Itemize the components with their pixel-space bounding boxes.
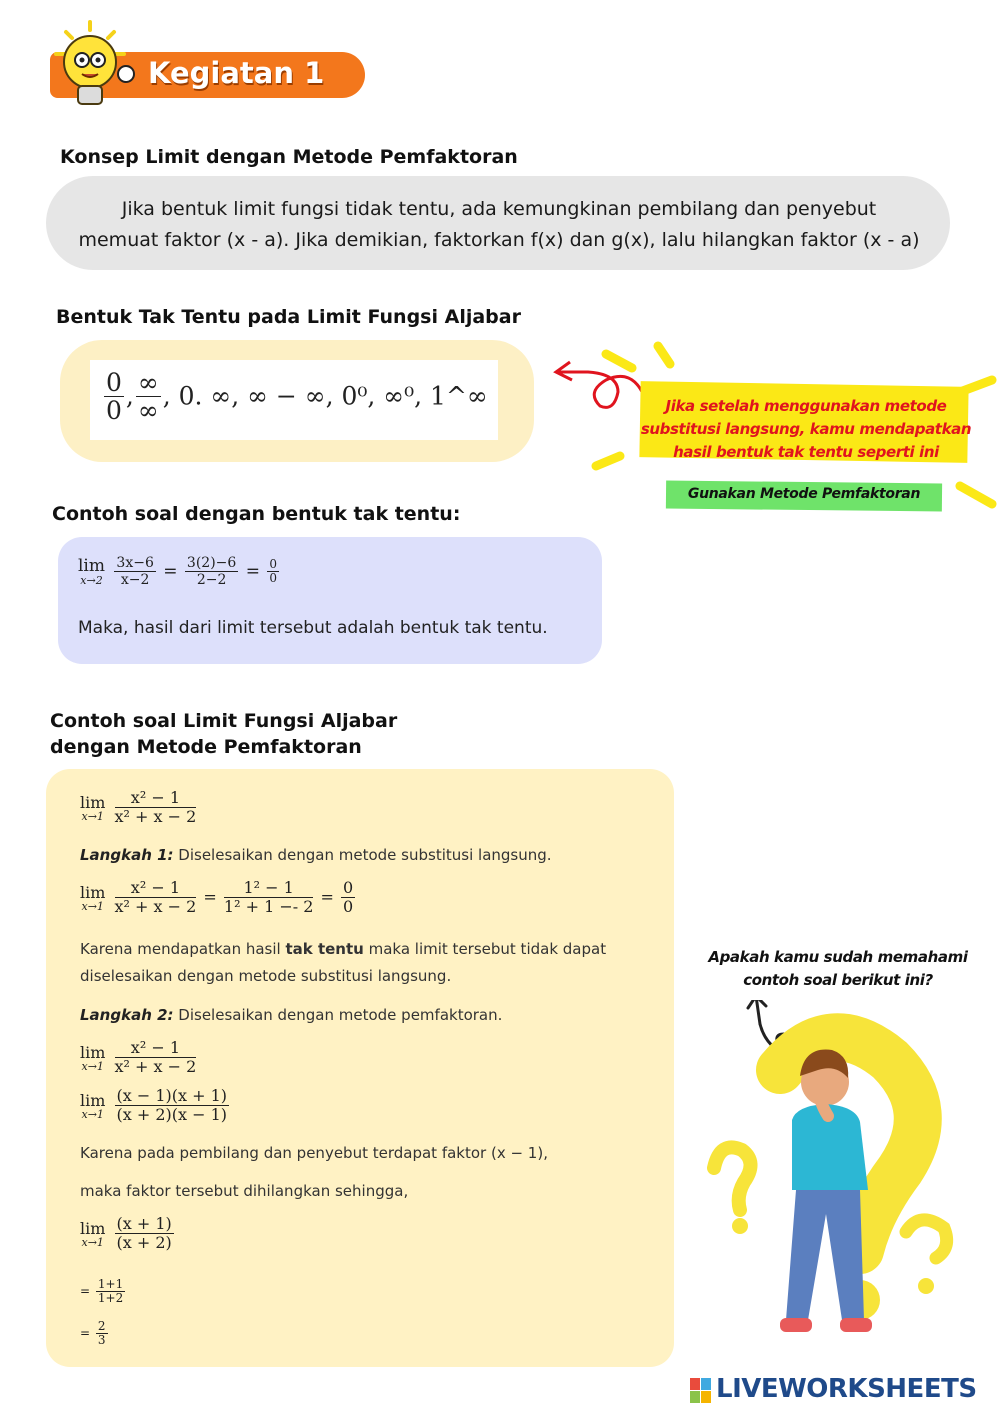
equals: = xyxy=(320,887,334,907)
step2-text: Diselesaikan dengan metode pemfaktoran. xyxy=(173,1006,503,1024)
method-tag: Gunakan Metode Pemfaktoran xyxy=(687,486,921,502)
step1-substitution xyxy=(80,880,357,916)
forms-rest: , 0. ∞, ∞ − ∞, 0⁰, ∞⁰, 1^∞ xyxy=(162,381,488,411)
fraction: $\frac{3x-6}{x-2}$ xyxy=(116,555,154,588)
callout-text xyxy=(638,395,974,464)
fraction: $\frac{\text{x² − 1}}{\text{x² + x − 2}}$ xyxy=(114,1038,197,1076)
limit-operator: lim x→1 xyxy=(80,1042,106,1073)
fraction: $\frac{3(2)-6}{2-2}$ xyxy=(186,555,237,588)
example2-heading-line-2: dengan Metode Pemfaktoran xyxy=(50,736,362,758)
example1-conclusion: Maka, hasil dari limit tersebut adalah bentuk tak tentu. xyxy=(78,618,548,638)
question-line-2: contoh soal berikut ini? xyxy=(743,971,933,989)
equals: = xyxy=(80,1284,91,1299)
limit-operator: lim x→1 xyxy=(80,1090,106,1121)
concept-line-2: memuat faktor (x - a). Jika demikian, faktorkan f(x) dan g(x), lalu hilangkan faktor (x - a) xyxy=(78,229,920,251)
limit-operator: lim x→2 xyxy=(78,555,105,587)
limit-operator: lim x→1 xyxy=(80,882,106,913)
fraction: $\frac{0}{0}$ xyxy=(269,557,278,585)
fraction: $\frac{0}{0}$ xyxy=(343,878,354,916)
question-line-1: Apakah kamu sudah memahami xyxy=(708,948,968,966)
fraction: $\frac{\text{1² − 1}}{\text{1² + 1 −- 2}}$ xyxy=(223,878,314,916)
step2-factored xyxy=(80,1088,231,1124)
concept-text xyxy=(60,194,938,256)
comprehension-question xyxy=(700,946,976,992)
fraction-inf-over-inf: $\frac{\infty}{\infty}$ xyxy=(137,368,159,426)
step1-explanation-line-1: Karena mendapatkan hasil tak tentu maka limit tersebut tidak dapat xyxy=(80,940,607,958)
fraction: $\frac{\text{x² − 1}}{\text{x² + x − 2}}$ xyxy=(114,878,197,916)
example2-heading-line-1: Contoh soal Limit Fungsi Aljabar xyxy=(50,710,398,732)
step2-answer xyxy=(80,1320,110,1347)
callout-line-2: substitusi langsung, kamu mendapatkan xyxy=(640,420,972,438)
step1-instruction xyxy=(80,846,552,864)
example2-heading xyxy=(50,708,397,760)
step1-label: Langkah 1: xyxy=(80,846,174,864)
fraction: $\frac{2}{3}$ xyxy=(97,1319,106,1347)
step2-explanation-line-2: maka faktor tersebut dihilangkan sehingga, xyxy=(80,1182,409,1200)
fraction: $\frac{(x - 1)(x + 1)}{(x + 2)(x - 1)}$ xyxy=(116,1086,228,1124)
callout-line-3: hasil bentuk tak tentu seperti ini xyxy=(673,443,939,461)
step1-explanation xyxy=(80,936,606,990)
limit-operator: lim x→1 xyxy=(80,1218,106,1249)
forms-heading: Bentuk Tak Tentu pada Limit Fungsi Aljabar xyxy=(56,306,521,328)
liveworksheets-logo-icon xyxy=(690,1378,712,1404)
fraction: $\frac{(x + 1)}{(x + 2)}$ xyxy=(116,1214,172,1252)
step2-explanation-line-1: Karena pada pembilang dan penyebut terdapat faktor (x − 1), xyxy=(80,1144,548,1162)
equals: = xyxy=(163,561,178,582)
example1-heading: Contoh soal dengan bentuk tak tentu: xyxy=(52,503,461,525)
fraction-zero-over-zero: $\frac{0}{0}$ xyxy=(106,368,122,426)
fraction: $\frac{1+1}{1+2}$ xyxy=(97,1277,124,1305)
thinking-person-illustration xyxy=(700,1000,980,1360)
liveworksheets-logo: LIVEWORKSHEETS xyxy=(716,1374,977,1404)
step1-explanation-line-2: diselesaikan dengan metode substitusi langsung. xyxy=(80,967,452,985)
step2-instruction xyxy=(80,1006,502,1024)
lightbulb-mascot-icon xyxy=(52,18,144,110)
activity-title: Kegiatan 1 xyxy=(148,56,325,90)
concept-line-1: Jika bentuk limit fungsi tidak tentu, ada kemungkinan pembilang dan penyebut xyxy=(121,198,877,220)
concept-heading: Konsep Limit dengan Metode Pemfaktoran xyxy=(60,146,518,168)
step2-simplified xyxy=(80,1216,176,1252)
example1-math xyxy=(78,556,281,588)
forms-formula: $\frac{0}{0}$ , $\frac{\infty}{\infty}$ , 0. ∞, ∞ − ∞, 0⁰, ∞⁰, 1^∞ xyxy=(106,368,488,426)
step2-label: Langkah 2: xyxy=(80,1006,174,1024)
step2-expression xyxy=(80,1040,198,1076)
equals: = xyxy=(80,1326,91,1341)
limit-operator: lim x→1 xyxy=(80,792,106,823)
equals: = xyxy=(245,561,260,582)
step2-value xyxy=(80,1278,127,1305)
callout-line-1: Jika setelah menggunakan metode xyxy=(665,397,947,415)
example2-question xyxy=(80,790,198,826)
equals: = xyxy=(203,887,217,907)
fraction: $\frac{\text{x² − 1}}{\text{x² + x − 2}}$ xyxy=(114,788,197,826)
step1-text: Diselesaikan dengan metode substitusi langsung. xyxy=(173,846,552,864)
